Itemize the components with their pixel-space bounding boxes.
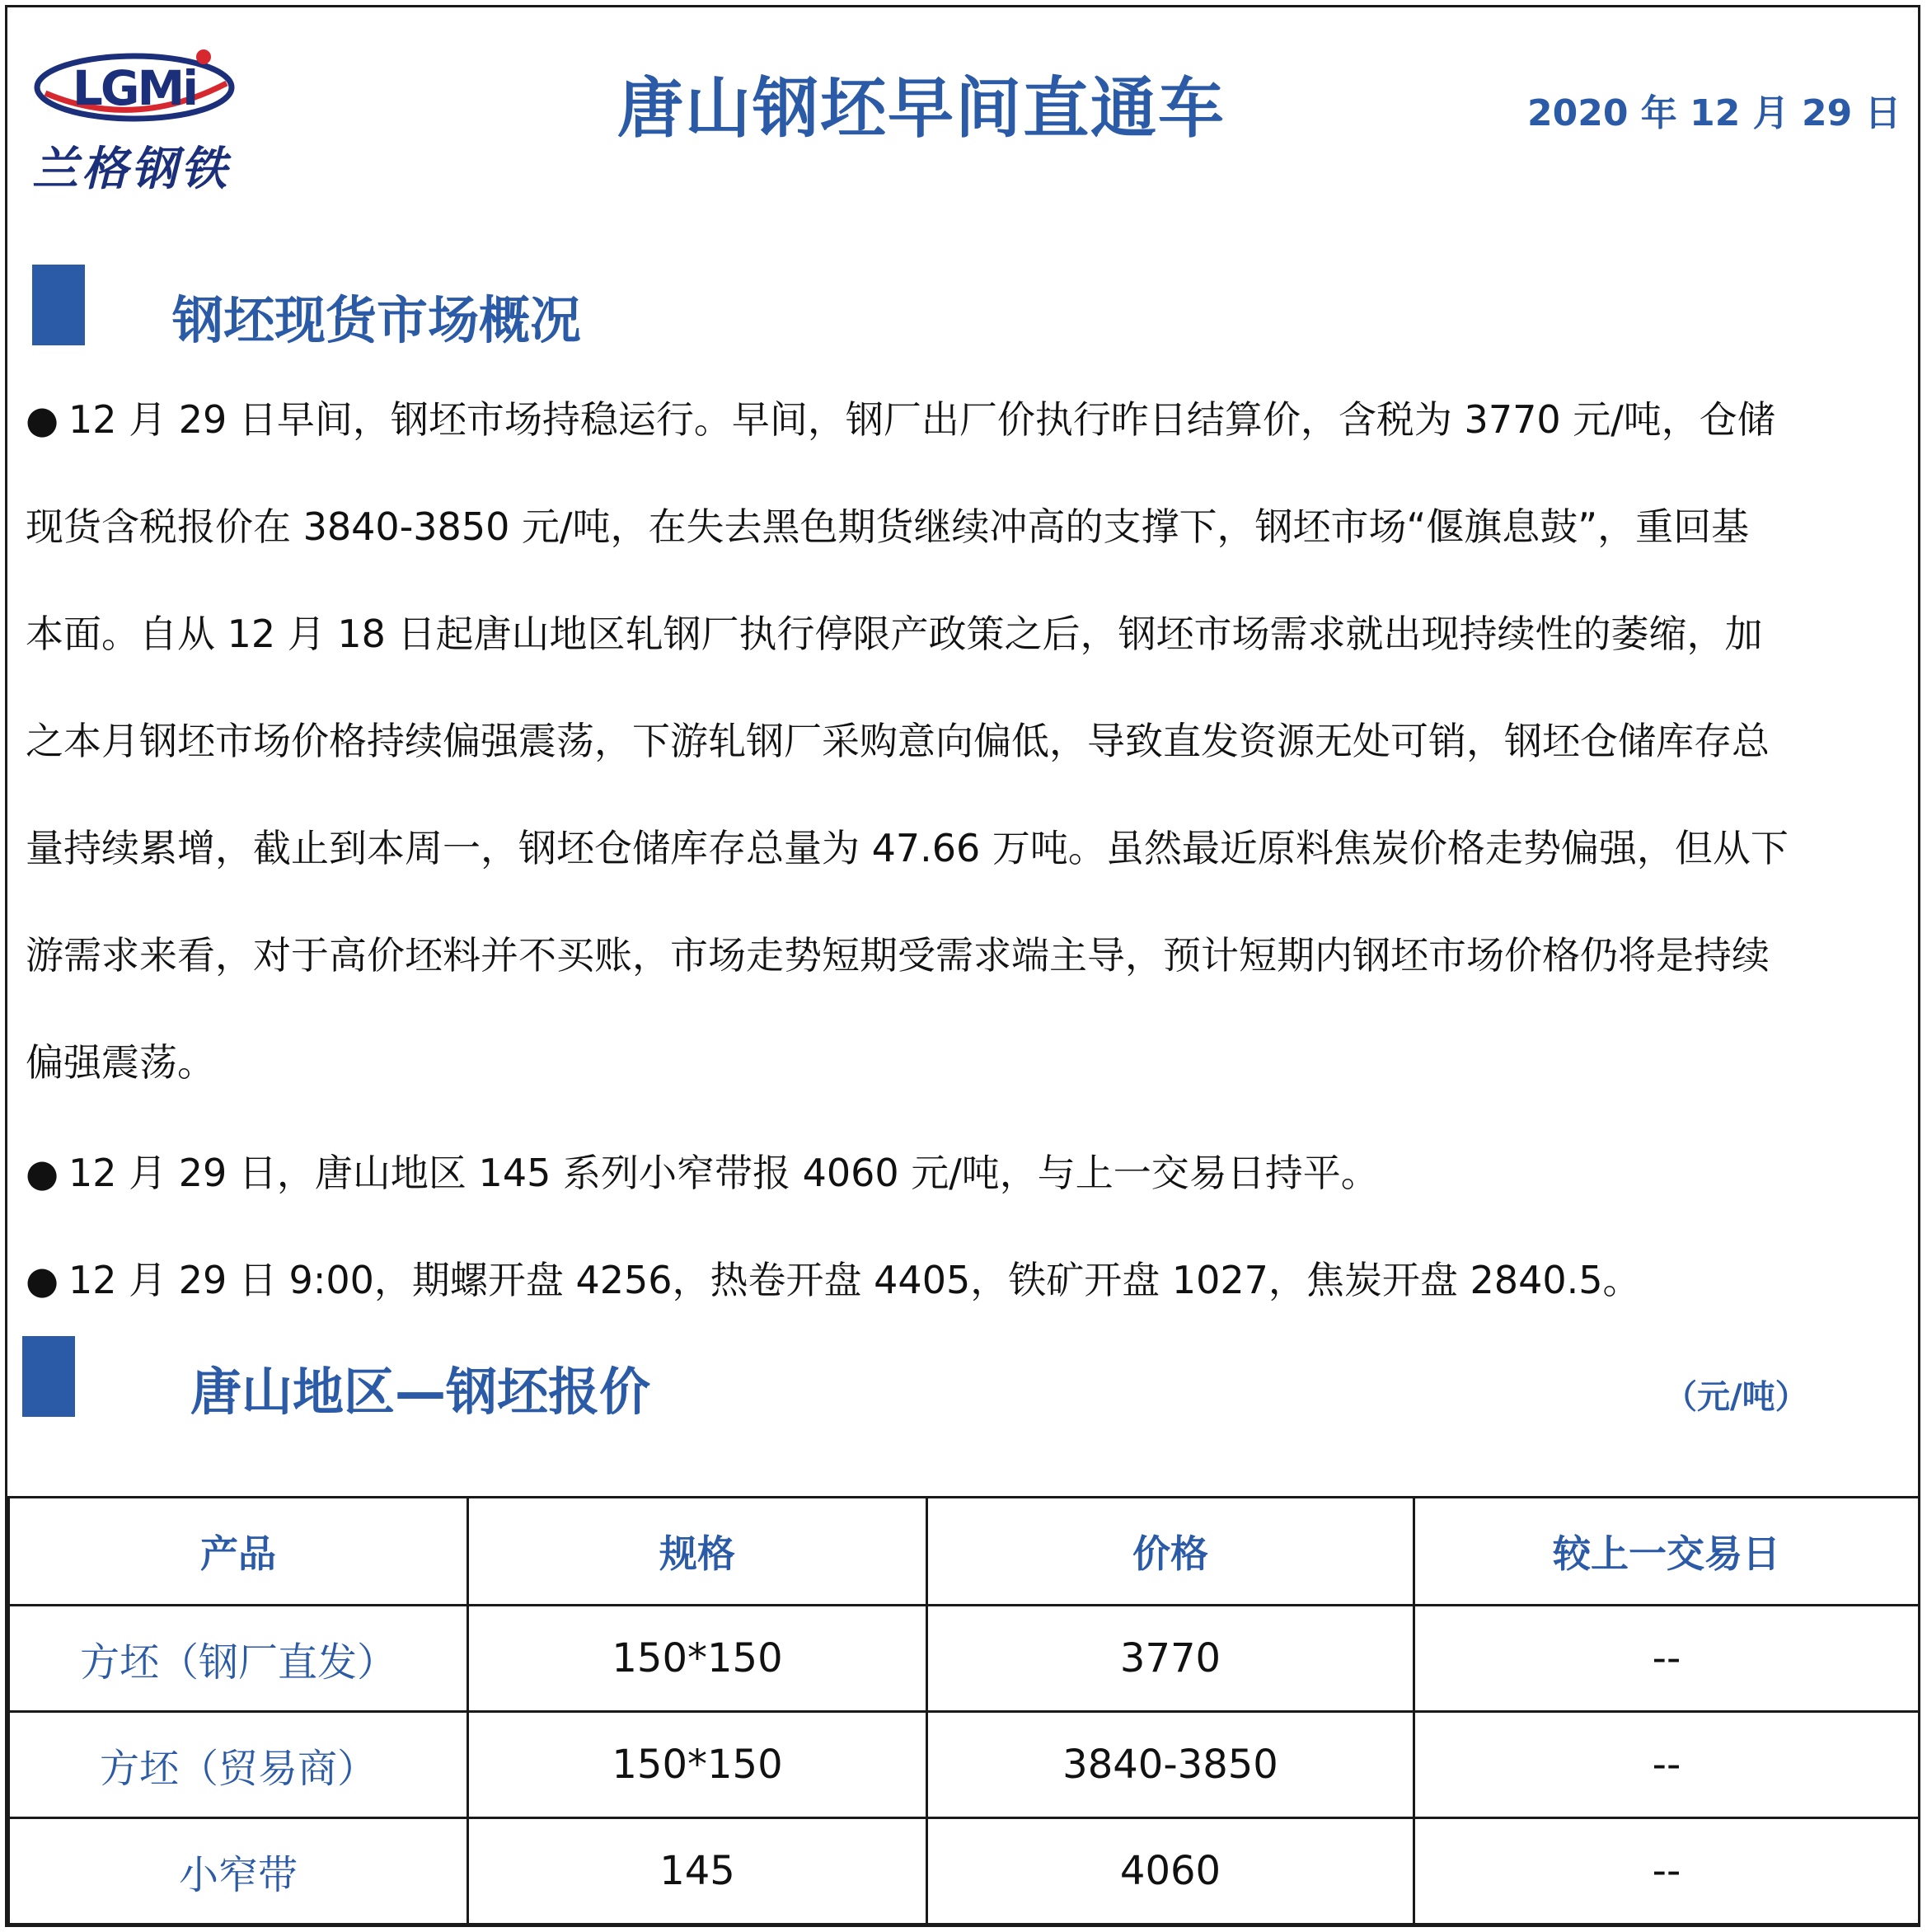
paragraph-line: 量持续累增，截止到本周一，钢坯仓储库存总量为 47.66 万吨。虽然最近原料焦炭价格走势偏强，但从下	[26, 826, 1789, 870]
logo-chinese-text: 兰格钢铁	[32, 142, 230, 196]
svg-text:LGMi: LGMi	[72, 60, 197, 116]
table-row	[9, 1606, 1920, 1712]
cell-price: 4060	[927, 1818, 1414, 1925]
paragraph-line: 偏强震荡。	[26, 1040, 215, 1085]
header-product: 产品	[9, 1498, 468, 1606]
cell-change: --	[1414, 1606, 1920, 1712]
paragraph-line: 游需求来看，对于高价坯料并不买账，市场走势短期受需求端主导，预计短期内钢坯市场价格仍将是持续	[26, 933, 1770, 978]
cell-spec: 150*150	[468, 1606, 927, 1712]
paragraph-line: 本面。自从 12 月 18 日起唐山地区轧钢厂执行停限产政策之后，钢坯市场需求就出现持续性的萎缩，加	[26, 612, 1763, 656]
bullet-dot-icon: ●	[26, 1151, 59, 1195]
cell-change: --	[1414, 1712, 1920, 1818]
lgmi-logo	[29, 42, 243, 196]
cell-spec: 145	[468, 1818, 927, 1925]
cell-spec: 150*150	[468, 1712, 927, 1818]
cell-product: 方坯（贸易商）	[9, 1712, 468, 1818]
bullet-dot-icon: ●	[26, 397, 59, 442]
bullet-narrow-strip: ● 12 月 29 日，唐山地区 145 系列小窄带报 4060 元/吨，与上一交易日持平。	[26, 1151, 1379, 1195]
price-unit-label: （元/吨）	[1664, 1378, 1808, 1416]
report-date: 2020 年 12 月 29 日	[1527, 92, 1901, 134]
paragraph-line: 现货含税报价在 3840-3850 元/吨，在失去黑色期货继续冲高的支撑下，钢坯市场“偃旗息鼓”，重回基	[26, 504, 1750, 549]
header-price: 价格	[927, 1498, 1414, 1606]
bullet-dot-icon: ●	[26, 1258, 59, 1302]
table-row	[9, 1818, 1920, 1925]
market-summary-paragraph	[26, 366, 1915, 1116]
table-header-row	[9, 1498, 1920, 1606]
section-marker-2	[22, 1336, 75, 1417]
cell-change: --	[1414, 1818, 1920, 1925]
paragraph-line: ● 12 月 29 日早间，钢坯市场持稳运行。早间，钢厂出厂价执行昨日结算价，含税为 3770 元/吨，仓储	[26, 366, 1915, 473]
report-title: 唐山钢坯早间直通车	[617, 70, 1226, 147]
cell-price: 3770	[927, 1606, 1414, 1712]
header-spec: 规格	[468, 1498, 927, 1606]
section-title-spot-market: 钢坯现货市场概况	[172, 290, 582, 350]
section-marker-1	[32, 265, 85, 345]
billet-price-table	[7, 1496, 1920, 1925]
cell-product: 小窄带	[9, 1818, 468, 1925]
paragraph-line: 之本月钢坯市场价格持续偏强震荡，下游轧钢厂采购意向偏低，导致直发资源无处可销，钢坯仓储库存总	[26, 719, 1770, 763]
cell-price: 3840-3850	[927, 1712, 1414, 1818]
table-row	[9, 1712, 1920, 1818]
section-title-price-quote: 唐山地区—钢坯报价	[190, 1362, 651, 1422]
report-page	[5, 5, 1920, 1927]
cell-product: 方坯（钢厂直发）	[9, 1606, 468, 1712]
bullet-futures-open: ● 12 月 29 日 9:00，期螺开盘 4256，热卷开盘 4405，铁矿开盘 1027，焦炭开盘 2840.5。	[26, 1258, 1641, 1302]
header-change: 较上一交易日	[1414, 1498, 1920, 1606]
